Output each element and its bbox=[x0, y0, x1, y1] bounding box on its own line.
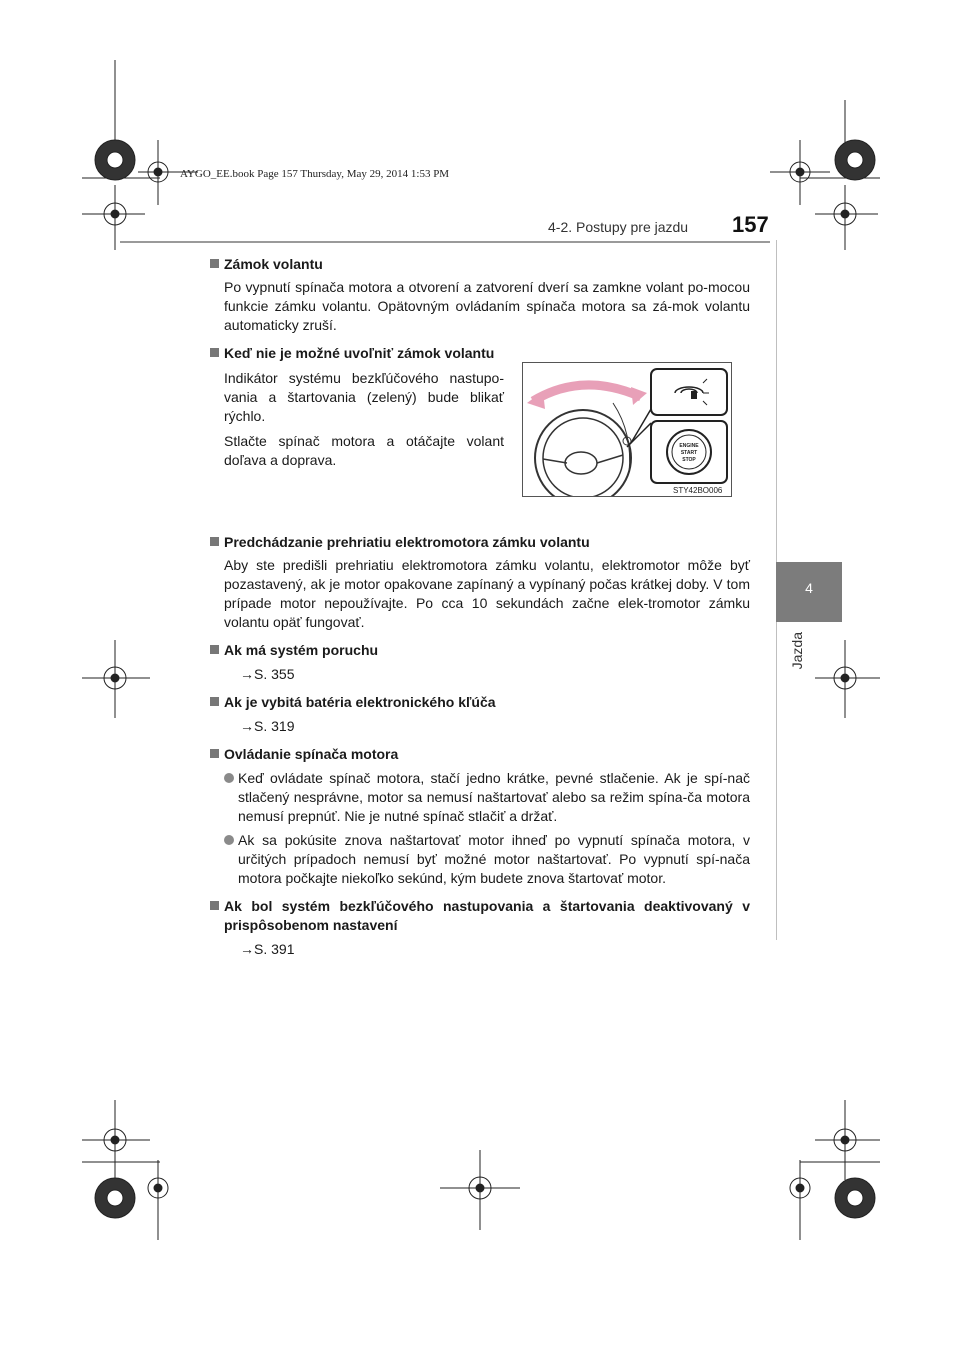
svg-text:STOP: STOP bbox=[682, 457, 696, 463]
section-header: 4-2. Postupy pre jazdu bbox=[548, 219, 689, 235]
heading-customization: Ak bol systém bezkľúčového nastupovania a štartovania deaktivovaný v prispôsobenom nastavení bbox=[210, 897, 750, 935]
square-marker-icon bbox=[210, 537, 219, 546]
page-number: 157 bbox=[732, 212, 769, 237]
bullet-item: Ak sa pokúsite znova naštartovať motor ihneď po vypnutí spínača motora, v určitých prípadoch nemusí byť možné motor naštartovať. Po vypnutí spí-nača motora počkajte niekoľko sekúnd, kým budete znova štartovať motor. bbox=[210, 831, 750, 888]
steering-wheel-illustration bbox=[522, 362, 732, 497]
ref-malfunction[interactable]: →S. 355 bbox=[240, 666, 295, 682]
square-marker-icon bbox=[210, 697, 219, 706]
chapter-label: Jazda bbox=[789, 632, 805, 670]
heading-overheat: Predchádzanie prehriatiu elektromotora zámku volantu bbox=[210, 533, 750, 552]
ref-customization[interactable]: →S. 391 bbox=[240, 941, 295, 957]
square-marker-icon bbox=[210, 749, 219, 758]
svg-text:ENGINE: ENGINE bbox=[679, 443, 699, 449]
ref-key-battery[interactable]: →S. 319 bbox=[240, 718, 295, 734]
paragraph-overheat: Aby ste predišli prehriatiu elektromotora zámku volantu, elektromotor môže byť pozastavený, ak je motor opakovane zapínaný a vypínaný počas krátkej doby. V tom prípade motor nepoužívajte. Po cca 10 sekundách začne elek-tromotor zámku volantu opäť fungovať. bbox=[224, 557, 750, 630]
square-marker-icon bbox=[210, 645, 219, 654]
svg-text:START: START bbox=[680, 450, 698, 456]
bullet-item: Keď ovládate spínač motora, stačí jedno krátke, pevné stlačenie. Ak je spí-nač stlačený nesprávne, motor sa nemusí naštartovať alebo sa režim spína-ča motora nemusí prepnúť. Nie je nutné spínač stlačiť a držať. bbox=[210, 769, 750, 826]
heading-key-battery: Ak je vybitá batéria elektronického kľúča bbox=[210, 693, 750, 712]
square-marker-icon bbox=[210, 901, 219, 910]
bullet-dot-icon bbox=[224, 773, 234, 783]
heading-steering-lock: Zámok volantu bbox=[210, 255, 750, 274]
content bbox=[210, 255, 750, 959]
square-marker-icon bbox=[210, 259, 219, 268]
square-marker-icon bbox=[210, 348, 219, 357]
bullet-dot-icon bbox=[224, 835, 234, 845]
heading-engine-switch: Ovládanie spínača motora bbox=[210, 745, 750, 764]
svg-text:STY42BO006: STY42BO006 bbox=[673, 486, 723, 495]
header-rule bbox=[120, 241, 770, 243]
heading-lock-cannot-release: Keď nie je možné uvoľniť zámok volantu bbox=[210, 344, 750, 363]
paragraph-turn-wheel: Stlačte spínač motora a otáčajte volant doľava a doprava. bbox=[224, 433, 504, 468]
paragraph-indicator: Indikátor systému bezkľúčového nastupo-vania a štartovania (zelený) bude blikať rýchlo. bbox=[224, 370, 504, 424]
book-info: AYGO_EE.book Page 157 Thursday, May 29, 2014 1:53 PM bbox=[180, 168, 450, 180]
paragraph-steering-lock: Po vypnutí spínača motora a otvorení a zatvorení dverí sa zamkne volant po-mocou funkcie zámku volantu. Opätovným ovládaním spínača motora sa zá-mok volantu automaticky zruší. bbox=[224, 279, 750, 333]
heading-malfunction: Ak má systém poruchu bbox=[210, 641, 750, 660]
chapter-tab: 4 bbox=[776, 562, 842, 622]
steering-wheel-drawing bbox=[523, 363, 731, 496]
